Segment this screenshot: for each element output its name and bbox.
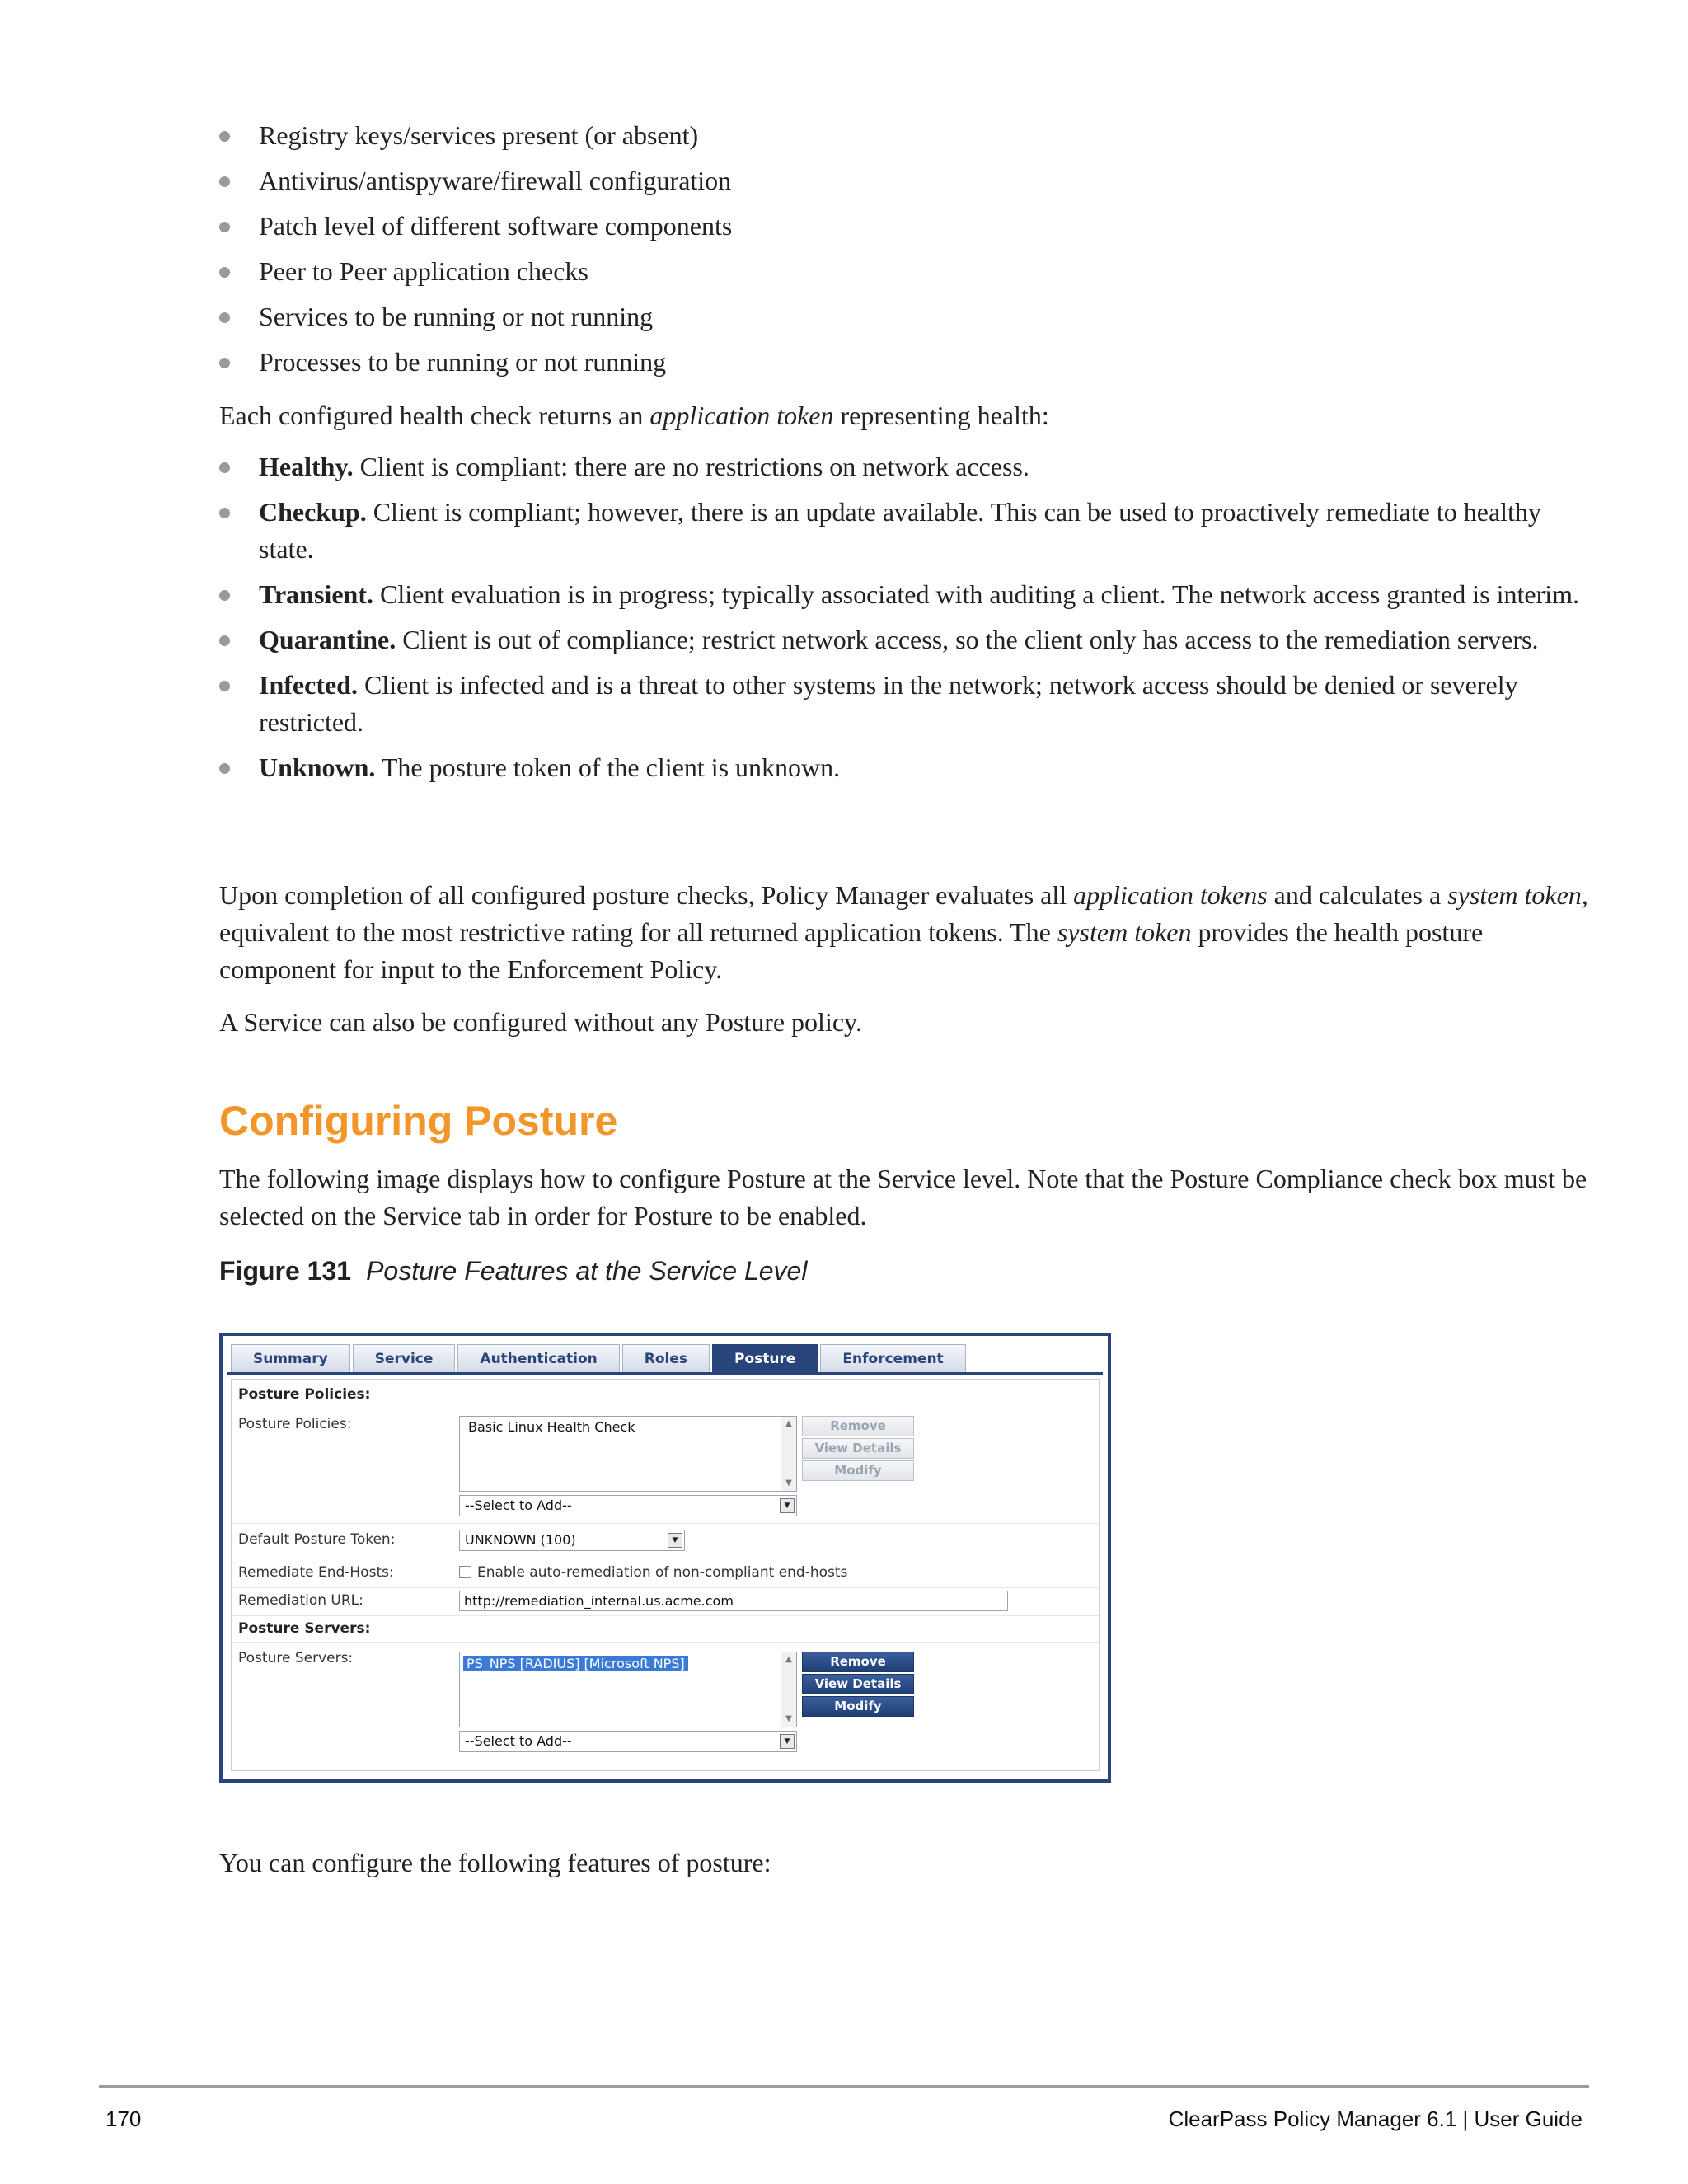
list-item (219, 448, 1596, 485)
bullet-icon (219, 681, 230, 691)
posture-policies-label: Posture Policies: (238, 1416, 352, 1432)
list-item (219, 749, 1596, 786)
remediate-checkbox[interactable] (459, 1566, 471, 1578)
list-item (219, 298, 1596, 335)
divider (232, 1615, 1099, 1616)
definition: Client is compliant; however, there is an update available. This can be used to proactively remediate to healthy state. (259, 497, 1541, 564)
term: Checkup. (259, 497, 367, 527)
posture-panel (231, 1379, 1100, 1771)
scrollbar[interactable] (781, 1652, 796, 1727)
scrollbar[interactable] (781, 1417, 796, 1491)
bullet-icon (219, 358, 230, 368)
list-item-selected[interactable]: PS_NPS [RADIUS] [Microsoft NPS] (463, 1656, 688, 1671)
figure-title: Posture Features at the Service Level (366, 1256, 808, 1286)
divider (232, 1587, 1099, 1588)
tab-summary[interactable]: Summary (231, 1344, 350, 1372)
text: representing health: (833, 401, 1049, 430)
list-item (219, 117, 1596, 154)
view-details-server-button[interactable]: View Details (802, 1674, 914, 1694)
scroll-down-icon[interactable]: ▼ (785, 1714, 792, 1723)
tab-service[interactable]: Service (353, 1344, 456, 1372)
paragraph-service: A Service can also be configured without any Posture policy. (219, 1007, 862, 1037)
tab-underline (227, 1372, 1103, 1375)
remediation-url-label: Remediation URL: (238, 1592, 363, 1609)
bullet-icon (219, 590, 230, 601)
term: Transient. (259, 579, 373, 609)
token-list (219, 448, 1596, 794)
default-posture-token-label: Default Posture Token: (238, 1531, 396, 1548)
bullet-icon (219, 508, 230, 518)
term: Unknown. (259, 752, 376, 782)
modify-policy-button[interactable]: Modify (802, 1460, 914, 1481)
text: equivalent to the most restrictive rating for all returned application tokens. The (219, 917, 1057, 947)
text: provides the health posture component for input to the Enforcement Policy. (219, 917, 1484, 984)
section-heading: Configuring Posture (219, 1098, 618, 1144)
modify-server-button[interactable]: Modify (802, 1696, 914, 1717)
definition: Client is compliant: there are no restrictions on network access. (353, 452, 1029, 481)
bullet-icon (219, 222, 230, 232)
list-item (219, 667, 1596, 741)
tab-bar (231, 1344, 968, 1372)
chevron-down-icon[interactable]: ▼ (780, 1498, 795, 1513)
figure-number: Figure 131 (219, 1256, 352, 1286)
divider (232, 1523, 1099, 1524)
divider (232, 1642, 1099, 1643)
paragraph-application-token (219, 397, 1596, 434)
list-item (219, 621, 1596, 658)
list-item (219, 344, 1596, 381)
tab-posture[interactable]: Posture (712, 1344, 818, 1372)
term: Infected. (259, 670, 358, 700)
tab-enforcement[interactable]: Enforcement (820, 1344, 965, 1372)
paragraph-system-token (219, 877, 1596, 988)
term: Quarantine. (259, 625, 396, 654)
tab-roles[interactable]: Roles (622, 1344, 710, 1372)
definition: The posture token of the client is unknown. (375, 752, 841, 782)
emphasis: application token (649, 401, 834, 430)
default-posture-token-select[interactable] (459, 1530, 685, 1551)
bullet-icon (219, 635, 230, 646)
select-value: UNKNOWN (100) (465, 1532, 576, 1548)
list-item (219, 162, 1596, 199)
page-number: 170 (106, 2107, 142, 2131)
bullet-icon (219, 763, 230, 774)
remediate-checkbox-label: Enable auto-remediation of non-compliant end-hosts (477, 1564, 848, 1581)
health-check-list (219, 117, 1596, 389)
bullet-icon (219, 312, 230, 323)
list-item (219, 494, 1596, 568)
remediate-end-hosts-label: Remediate End-Hosts: (238, 1564, 394, 1581)
select-value: --Select to Add-- (465, 1497, 572, 1513)
paragraph-configure: The following image displays how to configure Posture at the Service level. Note that the Posture Compliance check box must be selected on the Service tab in order for Posture to be enabled. (219, 1164, 1587, 1230)
list-item (219, 208, 1596, 245)
emphasis: system token (1057, 917, 1192, 947)
remove-server-button[interactable]: Remove (802, 1652, 914, 1672)
list-item-text: Services to be running or not running (259, 302, 654, 331)
tab-authentication[interactable]: Authentication (457, 1344, 619, 1372)
add-policy-select[interactable] (459, 1495, 797, 1516)
remediation-url-input[interactable]: http://remediation_internal.us.acme.com (459, 1591, 1008, 1611)
list-item (219, 253, 1596, 290)
scroll-up-icon[interactable]: ▲ (785, 1655, 792, 1664)
bullet-icon (219, 267, 230, 278)
list-item-text: Peer to Peer application checks (259, 256, 588, 286)
scroll-down-icon[interactable]: ▼ (785, 1479, 792, 1488)
add-server-select[interactable] (459, 1731, 797, 1752)
paragraph-features: You can configure the following features of posture: (219, 1848, 771, 1877)
text: Upon completion of all configured posture checks, Policy Manager evaluates all (219, 880, 1074, 910)
section-title-policies: Posture Policies: (238, 1386, 371, 1403)
posture-servers-label: Posture Servers: (238, 1650, 354, 1666)
emphasis: application tokens (1073, 880, 1268, 910)
list-item-text: Processes to be running or not running (259, 347, 667, 377)
scroll-up-icon[interactable]: ▲ (785, 1419, 792, 1428)
definition: Client evaluation is in progress; typically associated with auditing a client. The network access granted is interim. (373, 579, 1579, 609)
bullet-icon (219, 176, 230, 187)
list-item-text: Antivirus/antispyware/firewall configuration (259, 166, 732, 195)
guide-title: ClearPass Policy Manager 6.1 | User Guide (1168, 2107, 1582, 2131)
list-item-text: Registry keys/services present (or absent) (259, 120, 699, 150)
footer-divider (99, 2085, 1589, 2088)
list-item[interactable]: Basic Linux Health Check (468, 1419, 635, 1435)
figure-caption (219, 1254, 807, 1287)
view-details-policy-button[interactable]: View Details (802, 1438, 914, 1459)
text: Each configured health check returns an (219, 401, 650, 430)
posture-policies-listbox[interactable] (459, 1416, 797, 1492)
bullet-icon (219, 131, 230, 142)
chevron-down-icon[interactable]: ▼ (668, 1533, 682, 1548)
chevron-down-icon[interactable]: ▼ (780, 1734, 795, 1749)
posture-servers-listbox[interactable] (459, 1652, 797, 1727)
remove-policy-button[interactable]: Remove (802, 1416, 914, 1436)
list-item-text: Patch level of different software components (259, 211, 733, 241)
select-value: --Select to Add-- (465, 1733, 572, 1749)
text: and calculates a (1267, 880, 1448, 910)
section-title-servers: Posture Servers: (238, 1620, 371, 1637)
bullet-icon (219, 462, 230, 473)
list-item (219, 576, 1596, 613)
emphasis: system token, (1447, 880, 1588, 910)
definition: Client is out of compliance; restrict network access, so the client only has access to the remediation servers. (396, 625, 1539, 654)
term: Healthy. (259, 452, 354, 481)
posture-screenshot (219, 1333, 1111, 1783)
definition: Client is infected and is a threat to other systems in the network; network access should be denied or severely restricted. (259, 670, 1518, 737)
